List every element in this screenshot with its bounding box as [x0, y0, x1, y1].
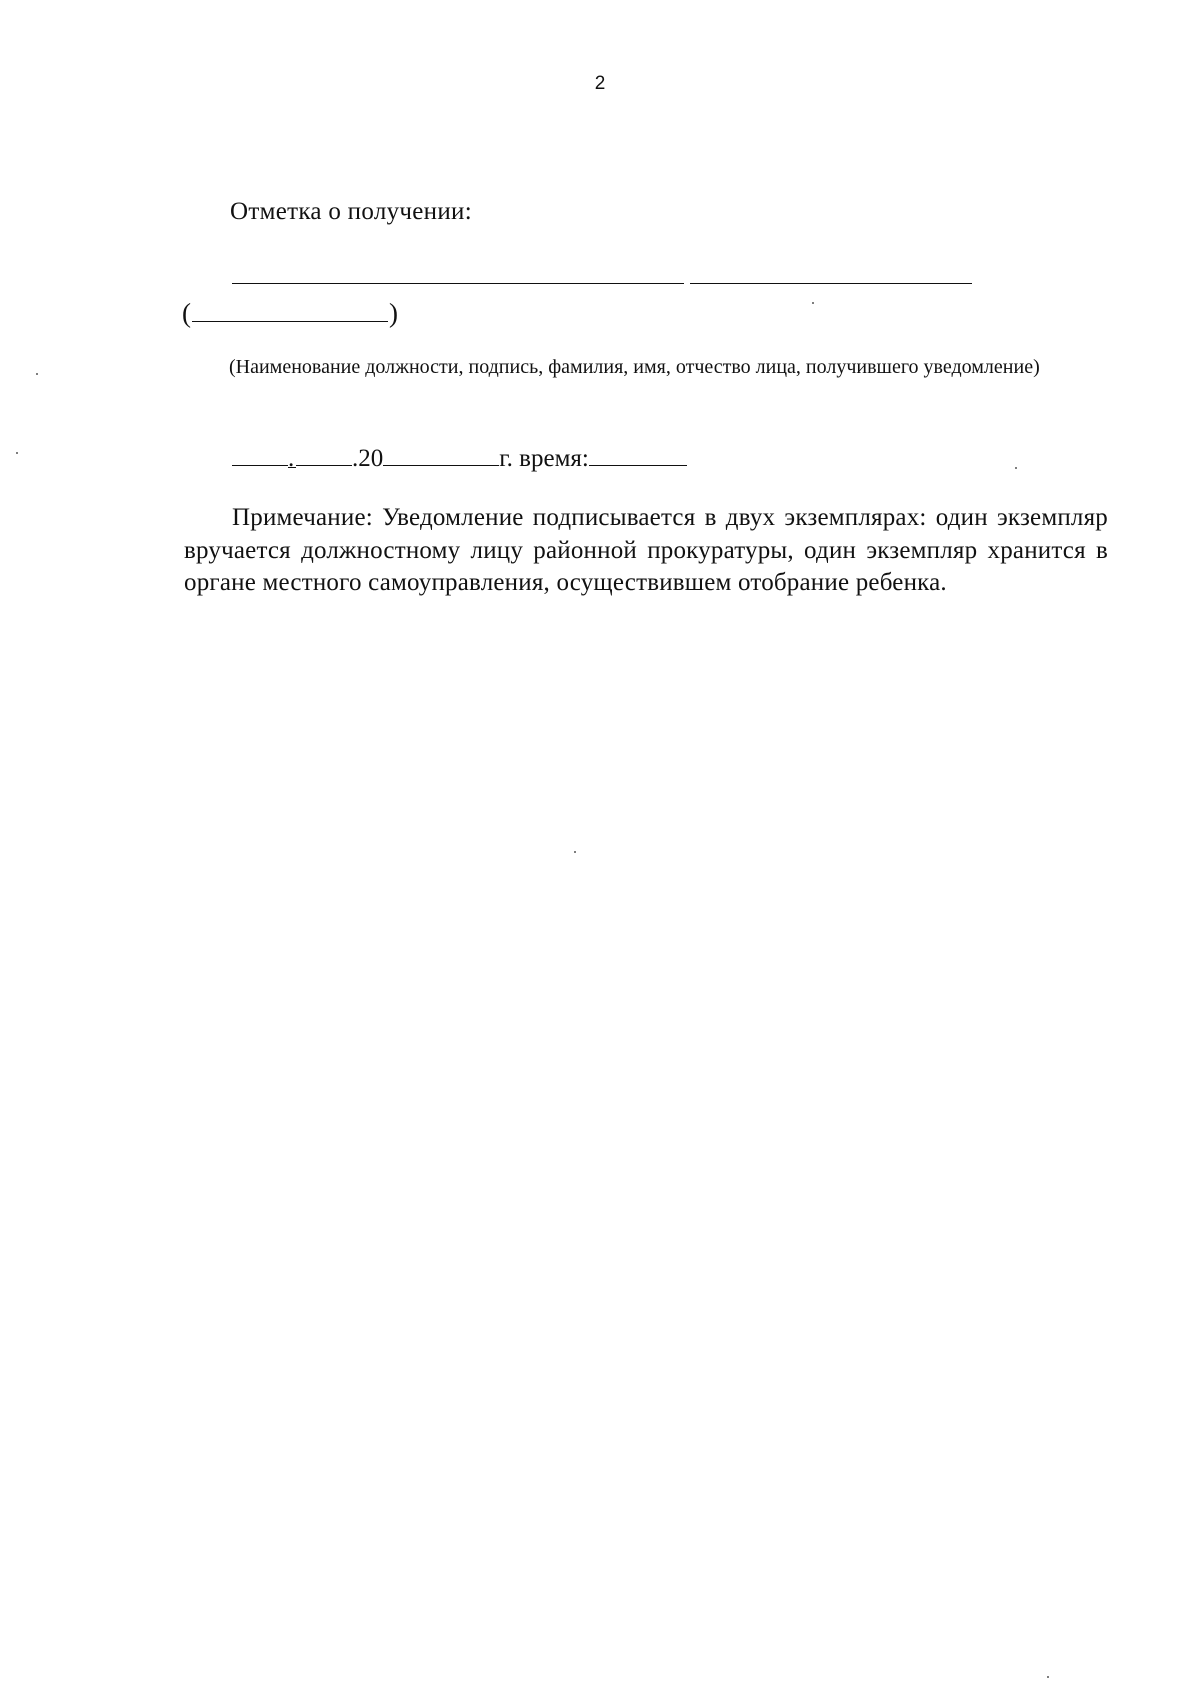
close-parenthesis: ): [389, 298, 398, 328]
time-blank: [589, 443, 687, 466]
note-paragraph: Примечание: Уведомление подписывается в двух экземплярах: один экземпляр вручается должностному лицу районной прокуратуры, один экземпляр хранится в органе местного самоуправления, осуществившем отобрание ребенка.: [184, 504, 1108, 596]
signature-decoding-blank: [192, 295, 388, 322]
scan-speck: [1047, 1676, 1049, 1678]
scan-speck: [1015, 467, 1017, 469]
name-signature-line: [690, 283, 972, 284]
year-blank: [383, 443, 499, 466]
month-blank: [296, 443, 352, 466]
scan-speck: [574, 851, 576, 853]
scan-speck: [812, 302, 814, 304]
open-parenthesis: (: [182, 298, 191, 328]
day-blank: [232, 443, 288, 466]
signature-decoding-field: [182, 295, 398, 329]
scan-speck: [16, 452, 18, 454]
year-prefix: .20: [352, 445, 384, 472]
scan-speck: [36, 373, 38, 375]
recipient-caption: (Наименование должности, подпись, фамилия, имя, отчество лица, получившего уведомление): [229, 356, 1040, 378]
date-time-row: . .20 г. время:: [232, 443, 687, 473]
receipt-heading: Отметка о получении:: [230, 198, 472, 225]
time-label: г. время:: [499, 445, 589, 472]
page-number: 2: [594, 73, 606, 94]
position-signature-line: [232, 283, 684, 284]
